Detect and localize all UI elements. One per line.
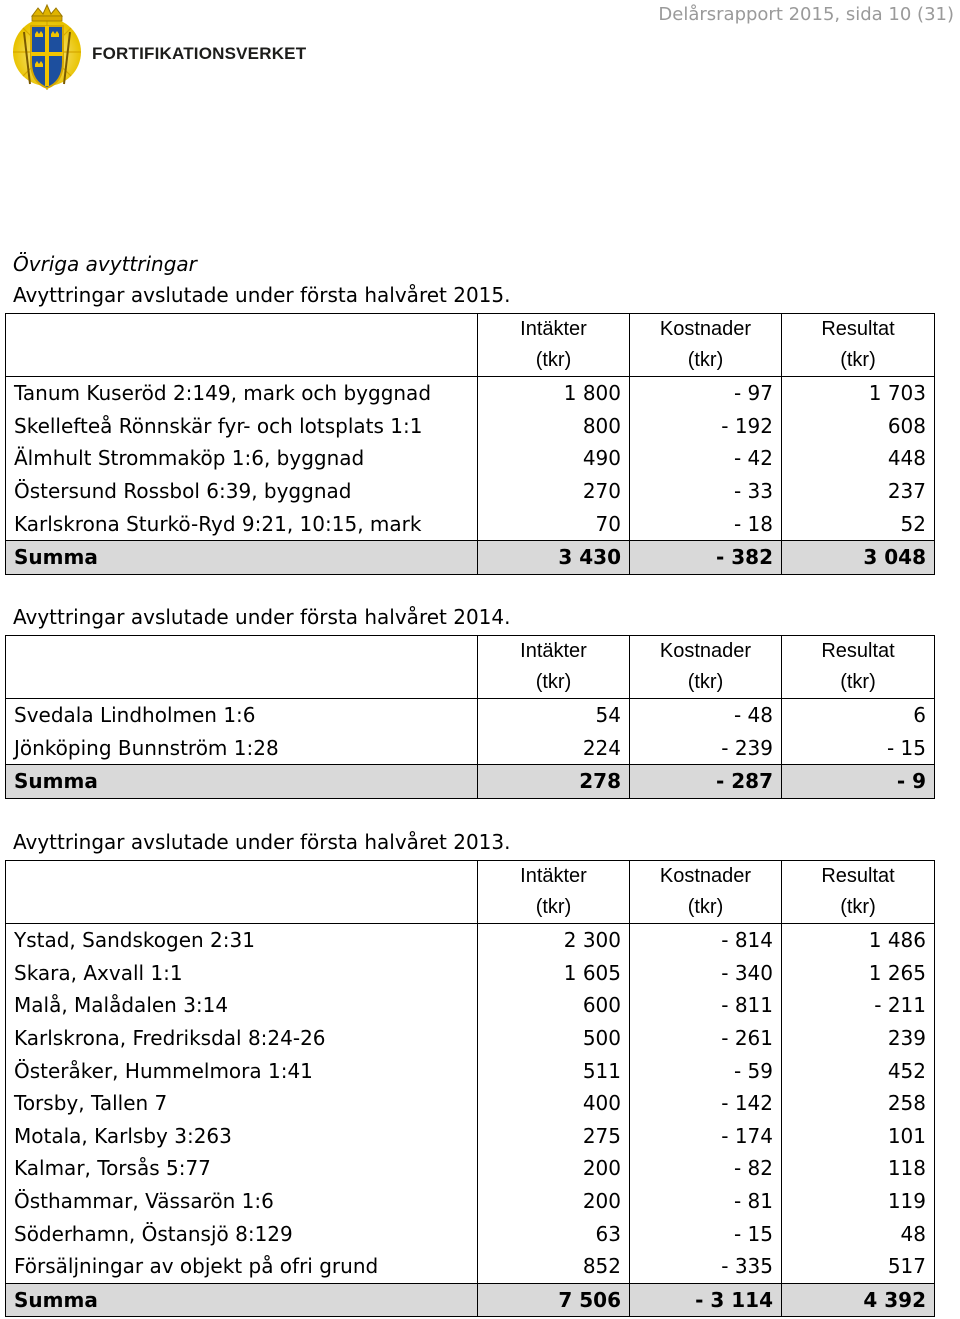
header-result: Resultat (tkr) (782, 861, 935, 924)
sales-table-2014 (5, 635, 935, 799)
cell-income: 54 (478, 699, 630, 732)
cell-result: 48 (782, 1217, 935, 1250)
cell-income: 70 (478, 507, 630, 540)
cell-result: 608 (782, 410, 935, 443)
header-income: Intäkter (tkr) (478, 314, 630, 377)
cell-result: 1 486 (782, 924, 935, 957)
header-blank-cell (6, 861, 478, 924)
total-result: - 9 (782, 765, 935, 799)
cell-result: 1 703 (782, 377, 935, 410)
table-caption-2014: Avyttringar avslutade under första halvåret 2014. (13, 605, 511, 629)
table-row (6, 1022, 935, 1055)
table-row (6, 1087, 935, 1120)
total-income: 3 430 (478, 540, 630, 574)
coat-of-arms-icon (10, 2, 84, 96)
table-caption-2015: Avyttringar avslutade under första halvåret 2015. (13, 283, 511, 307)
table-total-row (6, 1283, 935, 1317)
cell-costs: - 261 (630, 1022, 782, 1055)
total-name: Summa (6, 1283, 478, 1317)
table-row (6, 507, 935, 540)
cell-result: 52 (782, 507, 935, 540)
cell-costs: - 82 (630, 1152, 782, 1185)
cell-costs: - 335 (630, 1250, 782, 1283)
header-income: Intäkter (tkr) (478, 636, 630, 699)
cell-result: 517 (782, 1250, 935, 1283)
table-row (6, 957, 935, 990)
total-name: Summa (6, 765, 478, 799)
cell-income: 1 605 (478, 957, 630, 990)
cell-name: Svedala Lindholmen 1:6 (6, 699, 478, 732)
cell-name: Söderhamn, Östansjö 8:129 (6, 1217, 478, 1250)
cell-costs: - 239 (630, 732, 782, 765)
header-costs: Kostnader (tkr) (630, 314, 782, 377)
table-row (6, 1217, 935, 1250)
header-result: Resultat (tkr) (782, 636, 935, 699)
cell-income: 400 (478, 1087, 630, 1120)
total-costs: - 287 (630, 765, 782, 799)
cell-income: 275 (478, 1120, 630, 1153)
logo-text: FORTIFIKATIONSVERKET (92, 44, 307, 63)
cell-result: 6 (782, 699, 935, 732)
table-row (6, 1250, 935, 1283)
table-caption-2013: Avyttringar avslutade under första halvåret 2013. (13, 830, 511, 854)
cell-income: 500 (478, 1022, 630, 1055)
table-row (6, 1120, 935, 1153)
cell-result: - 15 (782, 732, 935, 765)
cell-result: 1 265 (782, 957, 935, 990)
cell-costs: - 33 (630, 475, 782, 508)
cell-name: Karlskrona Sturkö-Ryd 9:21, 10:15, mark (6, 507, 478, 540)
cell-income: 511 (478, 1054, 630, 1087)
cell-name: Älmhult Strommaköp 1:6, byggnad (6, 442, 478, 475)
table-row (6, 699, 935, 732)
total-name: Summa (6, 540, 478, 574)
cell-income: 600 (478, 989, 630, 1022)
sales-table-2015 (5, 313, 935, 575)
total-income: 278 (478, 765, 630, 799)
cell-result: 258 (782, 1087, 935, 1120)
table-header-row (6, 861, 935, 924)
cell-name: Kalmar, Torsås 5:77 (6, 1152, 478, 1185)
cell-income: 224 (478, 732, 630, 765)
total-costs: - 3 114 (630, 1283, 782, 1317)
cell-costs: - 97 (630, 377, 782, 410)
cell-income: 270 (478, 475, 630, 508)
table-row (6, 732, 935, 765)
cell-name: Jönköping Bunnström 1:28 (6, 732, 478, 765)
header-income: Intäkter (tkr) (478, 861, 630, 924)
cell-result: 101 (782, 1120, 935, 1153)
cell-costs: - 340 (630, 957, 782, 990)
cell-income: 2 300 (478, 924, 630, 957)
cell-income: 63 (478, 1217, 630, 1250)
page-header-label: Delårsrapport 2015, sida 10 (31) (658, 4, 954, 25)
cell-name: Torsby, Tallen 7 (6, 1087, 478, 1120)
table-row (6, 924, 935, 957)
table-row (6, 377, 935, 410)
section-title: Övriga avyttringar (13, 252, 197, 276)
cell-income: 852 (478, 1250, 630, 1283)
cell-name: Tanum Kuseröd 2:149, mark och byggnad (6, 377, 478, 410)
cell-result: 237 (782, 475, 935, 508)
header-result: Resultat (tkr) (782, 314, 935, 377)
cell-costs: - 15 (630, 1217, 782, 1250)
table-row (6, 475, 935, 508)
cell-income: 490 (478, 442, 630, 475)
table-row (6, 410, 935, 443)
cell-costs: - 48 (630, 699, 782, 732)
cell-name: Skara, Axvall 1:1 (6, 957, 478, 990)
sales-table-2013 (5, 860, 935, 1317)
total-result: 4 392 (782, 1283, 935, 1317)
table-total-row (6, 765, 935, 799)
cell-costs: - 18 (630, 507, 782, 540)
cell-name: Östersund Rossbol 6:39, byggnad (6, 475, 478, 508)
table-row (6, 989, 935, 1022)
cell-result: 119 (782, 1185, 935, 1218)
table-row (6, 1054, 935, 1087)
cell-income: 1 800 (478, 377, 630, 410)
cell-name: Försäljningar av objekt på ofri grund (6, 1250, 478, 1283)
cell-costs: - 81 (630, 1185, 782, 1218)
total-result: 3 048 (782, 540, 935, 574)
cell-costs: - 174 (630, 1120, 782, 1153)
cell-costs: - 814 (630, 924, 782, 957)
cell-costs: - 192 (630, 410, 782, 443)
total-income: 7 506 (478, 1283, 630, 1317)
table-row (6, 442, 935, 475)
header-costs: Kostnader (tkr) (630, 861, 782, 924)
cell-costs: - 142 (630, 1087, 782, 1120)
cell-result: 118 (782, 1152, 935, 1185)
fortifikationsverket-logo (10, 2, 307, 98)
table-row (6, 1185, 935, 1218)
cell-name: Malå, Malådalen 3:14 (6, 989, 478, 1022)
header-blank-cell (6, 314, 478, 377)
cell-costs: - 811 (630, 989, 782, 1022)
cell-result: 239 (782, 1022, 935, 1055)
cell-income: 200 (478, 1185, 630, 1218)
cell-name: Österåker, Hummelmora 1:41 (6, 1054, 478, 1087)
table-total-row (6, 540, 935, 574)
cell-income: 200 (478, 1152, 630, 1185)
cell-costs: - 42 (630, 442, 782, 475)
total-costs: - 382 (630, 540, 782, 574)
cell-result: - 211 (782, 989, 935, 1022)
cell-result: 452 (782, 1054, 935, 1087)
table-header-row (6, 636, 935, 699)
table-row (6, 1152, 935, 1185)
cell-name: Ystad, Sandskogen 2:31 (6, 924, 478, 957)
cell-name: Skellefteå Rönnskär fyr- och lotsplats 1:1 (6, 410, 478, 443)
header-costs: Kostnader (tkr) (630, 636, 782, 699)
cell-result: 448 (782, 442, 935, 475)
header-blank-cell (6, 636, 478, 699)
cell-name: Östhammar, Vässarön 1:6 (6, 1185, 478, 1218)
table-header-row (6, 314, 935, 377)
cell-income: 800 (478, 410, 630, 443)
cell-costs: - 59 (630, 1054, 782, 1087)
cell-name: Motala, Karlsby 3:263 (6, 1120, 478, 1153)
cell-name: Karlskrona, Fredriksdal 8:24-26 (6, 1022, 478, 1055)
